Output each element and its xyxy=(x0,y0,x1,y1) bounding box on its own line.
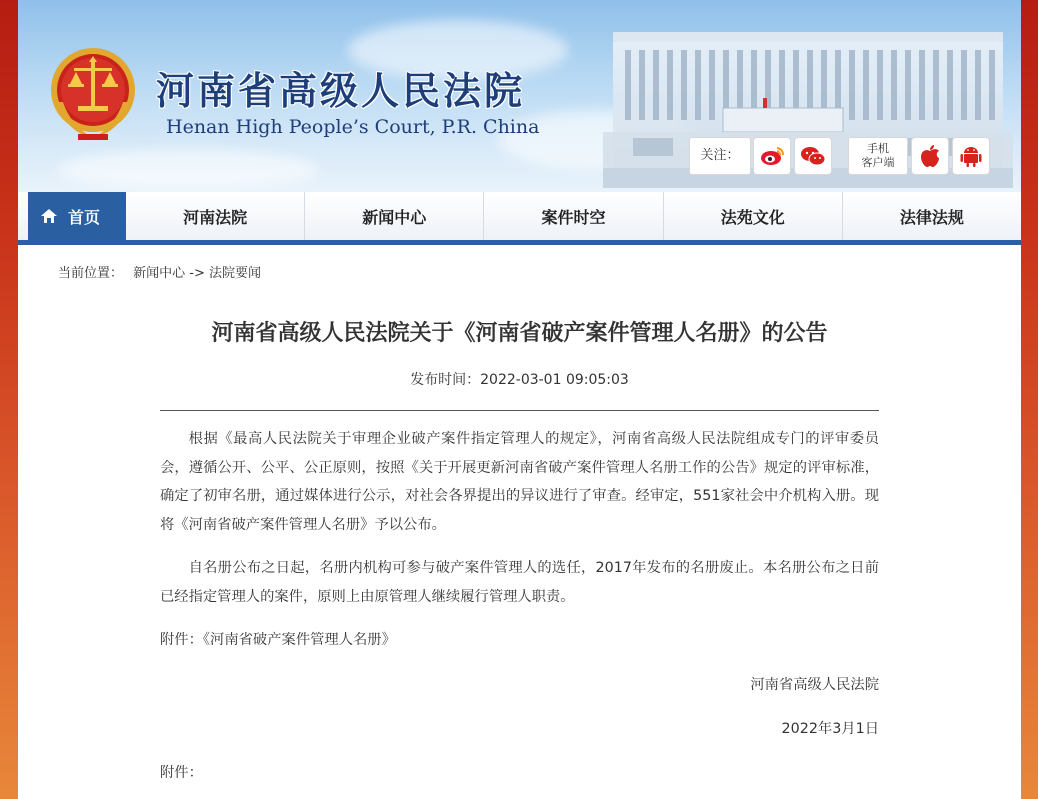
publish-time: 发布时间：2022-03-01 09:05:03 xyxy=(410,372,629,388)
breadcrumb-path[interactable]: 新闻中心 -> 法院要闻 xyxy=(133,266,262,281)
breadcrumb-label: 当前位置： xyxy=(58,266,124,281)
article-paragraph: 自名册公布之日起，名册内机构可参与破产案件管理人的选任，2017年发布的名册废止。本名册公布之日前已经指定管理人的案件，原则上由原管理人继续履行管理人职责。 xyxy=(160,560,879,605)
mobile-client-line2: 客户端 xyxy=(861,156,895,169)
main-nav xyxy=(18,192,1021,245)
nav-item-news-center[interactable]: 新闻中心 xyxy=(304,192,483,240)
follow-label: 关注： xyxy=(689,137,751,175)
article-title: 河南省高级人民法院关于《河南省破产案件管理人名册》的公告 xyxy=(211,321,828,346)
site-header xyxy=(18,0,1021,192)
nav-item-case-space[interactable]: 案件时空 xyxy=(483,192,662,240)
wechat-button[interactable] xyxy=(794,137,832,175)
nav-item-henan-courts[interactable]: 河南法院 xyxy=(183,207,248,227)
signature: 河南省高级人民法院 xyxy=(750,677,879,693)
page xyxy=(18,0,1021,799)
breadcrumb xyxy=(58,262,267,281)
nav-item-home[interactable] xyxy=(28,192,126,240)
announcement-date: 2022年3月1日 xyxy=(781,721,879,737)
attachment-link[interactable]: 附件：《河南省破产案件管理人名册》 xyxy=(160,632,396,648)
nav-item-laws[interactable]: 法律法规 xyxy=(842,192,1021,240)
nav-item-court-culture[interactable]: 法苑文化 xyxy=(663,192,842,240)
cloud-decoration xyxy=(58,150,318,190)
site-title-en: Henan High People’s Court, P.R. China xyxy=(166,116,540,138)
weibo-icon xyxy=(759,145,785,167)
android-icon xyxy=(960,144,982,168)
apple-icon xyxy=(919,144,941,168)
article-paragraph: 根据《最高人民法院关于审理企业破产案件指定管理人的规定》，河南省高级人民法院组成专门的评审委员会，遵循公开、公平、公正原则，按照《关于开展更新河南省破产案件管理人名册工作的公告》规定的评审标准，确定了初审名册，通过媒体进行公示，对社会各界提出的异议进行了审查。经审定，551家社会中介机构入册。现将《河南省破产案件管理人名册》予以公布。 xyxy=(160,431,879,533)
nav-item-label: 首页 xyxy=(68,207,101,227)
home-icon xyxy=(40,208,58,224)
court-emblem-icon xyxy=(48,42,138,147)
mobile-client-line1: 手机 xyxy=(867,142,889,155)
wechat-icon xyxy=(800,145,826,167)
title-divider xyxy=(160,410,879,411)
ios-app-button[interactable] xyxy=(911,137,949,175)
mobile-client-label xyxy=(848,137,908,175)
attachment-footer: 附件： xyxy=(160,765,203,781)
site-title-cn: 河南省高级人民法院 xyxy=(156,68,526,113)
android-app-button[interactable] xyxy=(952,137,990,175)
weibo-button[interactable] xyxy=(753,137,791,175)
